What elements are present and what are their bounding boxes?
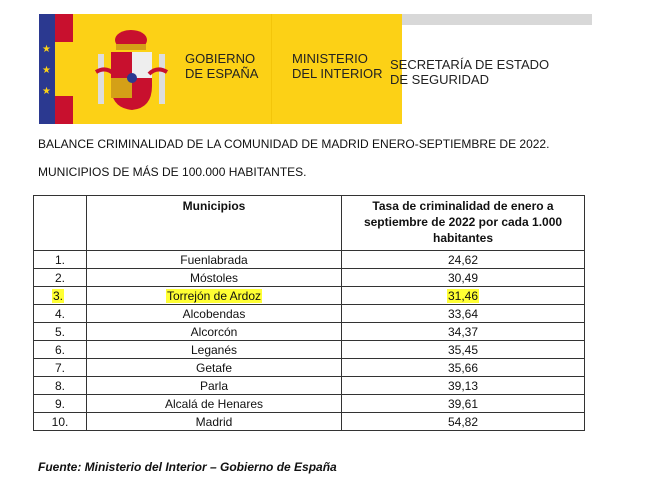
rate-text: 39,61 <box>447 396 479 411</box>
cell-name <box>87 413 342 431</box>
cell-rank <box>34 413 87 431</box>
rate-text: 30,49 <box>447 270 479 285</box>
rate-text: 35,45 <box>447 342 479 357</box>
rank-text: 8. <box>54 378 65 393</box>
header-municipios: Municipios <box>87 196 342 251</box>
table-row <box>34 395 585 413</box>
header-bar <box>402 14 592 25</box>
rate-text: 31,46 <box>447 288 479 303</box>
rank-text: 5. <box>54 324 65 339</box>
rate-text: 33,64 <box>447 306 479 321</box>
cell-rate <box>342 287 585 305</box>
header-rank <box>34 196 87 251</box>
rank-text: 2. <box>54 270 65 285</box>
secretaria-label: SECRETARÍA DE ESTADO DE SEGURIDAD <box>390 57 550 87</box>
cell-name <box>87 377 342 395</box>
cell-name <box>87 359 342 377</box>
cell-name <box>87 269 342 287</box>
rank-text: 9. <box>54 396 65 411</box>
cell-rate <box>342 305 585 323</box>
star-icon: ★ <box>42 86 51 97</box>
cell-rank <box>34 377 87 395</box>
table-row <box>34 413 585 431</box>
rate-text: 34,37 <box>447 324 479 339</box>
rank-text: 6. <box>54 342 65 357</box>
table-row <box>34 377 585 395</box>
table-row <box>34 269 585 287</box>
rate-text: 54,82 <box>447 414 479 429</box>
table-row <box>34 341 585 359</box>
rate-text: 39,13 <box>447 378 479 393</box>
cell-rate <box>342 395 585 413</box>
source-note: Fuente: Ministerio del Interior – Gobierno de España <box>38 460 337 474</box>
name-text: Leganés <box>190 342 238 357</box>
rank-text: 1. <box>54 252 65 267</box>
name-text: Móstoles <box>189 270 239 285</box>
name-text: Alcorcón <box>190 324 238 339</box>
gobierno-label: GOBIERNO DE ESPAÑA <box>185 51 259 81</box>
name-text: Madrid <box>195 414 233 429</box>
rank-text: 7. <box>54 360 65 375</box>
cell-rank <box>34 395 87 413</box>
cell-rank <box>34 251 87 269</box>
cell-rate <box>342 269 585 287</box>
cell-rate <box>342 359 585 377</box>
table-row <box>34 251 585 269</box>
table-row <box>34 323 585 341</box>
government-banner <box>39 14 402 124</box>
star-icon: ★ <box>42 65 51 76</box>
flag-red-stripe <box>55 14 73 42</box>
star-icon: ★ <box>42 44 51 55</box>
name-text: Getafe <box>195 360 233 375</box>
cell-rank <box>34 269 87 287</box>
coat-of-arms-icon <box>94 26 169 114</box>
cell-name <box>87 287 342 305</box>
rank-text: 10. <box>51 414 69 429</box>
name-text: Alcalá de Henares <box>164 396 264 411</box>
table-row <box>34 287 585 305</box>
flag-red-stripe <box>55 96 73 124</box>
cell-name <box>87 341 342 359</box>
rank-text: 4. <box>54 306 65 321</box>
cell-name <box>87 323 342 341</box>
name-text: Alcobendas <box>182 306 246 321</box>
cell-rate <box>342 377 585 395</box>
cell-rate <box>342 341 585 359</box>
cell-rate <box>342 323 585 341</box>
name-text: Torrejón de Ardoz <box>166 288 262 303</box>
eu-flag-stripe <box>39 14 55 124</box>
cell-rank <box>34 287 87 305</box>
document-title: BALANCE CRIMINALIDAD DE LA COMUNIDAD DE MADRID ENERO-SEPTIEMBRE DE 2022. <box>38 137 550 151</box>
cell-rank <box>34 323 87 341</box>
name-text: Fuenlabrada <box>180 252 248 267</box>
cell-rank <box>34 359 87 377</box>
rate-text: 35,66 <box>447 360 479 375</box>
cell-name <box>87 305 342 323</box>
table-row <box>34 359 585 377</box>
header-rate: Tasa de criminalidad de enero a septiembre de 2022 por cada 1.000 habitantes <box>342 196 585 251</box>
cell-rank <box>34 341 87 359</box>
cell-rate <box>342 251 585 269</box>
divider <box>271 14 272 124</box>
name-text: Parla <box>199 378 228 393</box>
crime-rate-table <box>33 195 585 431</box>
cell-rank <box>34 305 87 323</box>
ministerio-label: MINISTERIO DEL INTERIOR <box>292 51 383 81</box>
document-subtitle: MUNICIPIOS DE MÁS DE 100.000 HABITANTES. <box>38 165 307 179</box>
rate-text: 24,62 <box>447 252 479 267</box>
cell-name <box>87 251 342 269</box>
cell-rate <box>342 413 585 431</box>
cell-name <box>87 395 342 413</box>
table-row <box>34 305 585 323</box>
rank-text: 3. <box>53 288 64 303</box>
